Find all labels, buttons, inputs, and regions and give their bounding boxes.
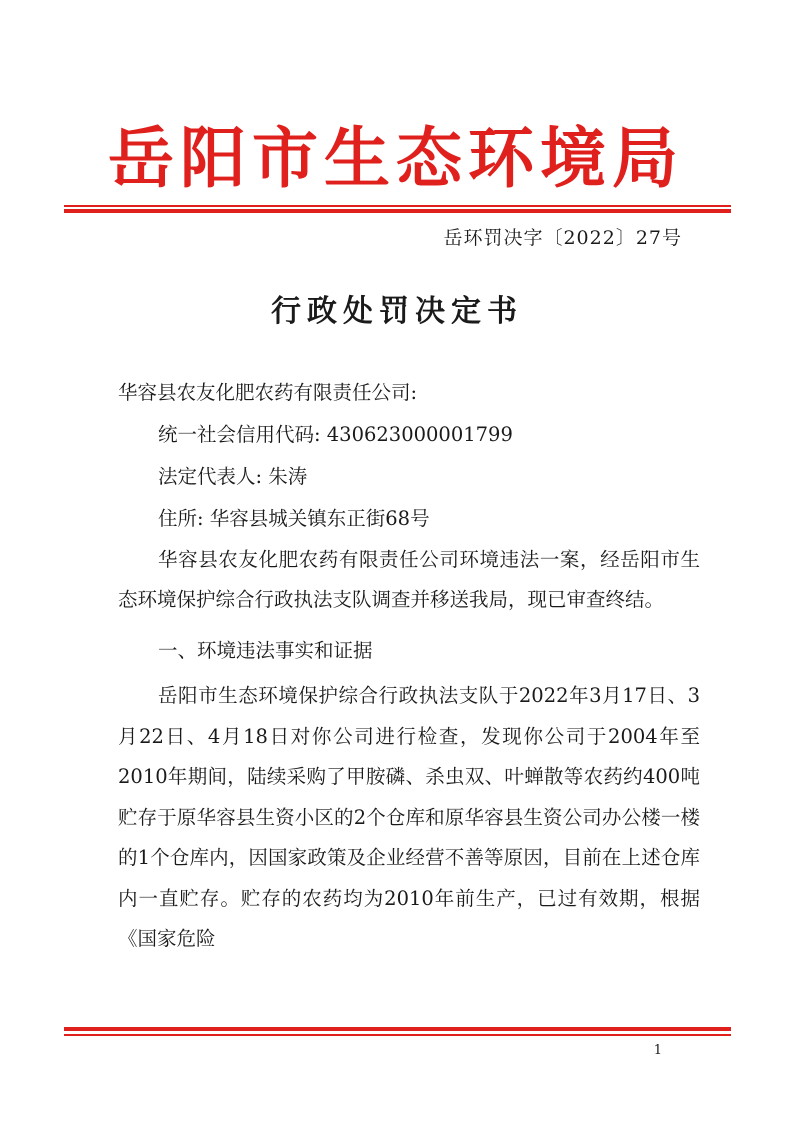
masthead-rule-thin [64,205,731,207]
recipient-line: 华容县农友化肥农药有限责任公司: [118,381,418,404]
document-number: 岳环罚决字〔2022〕27号 [443,227,682,249]
footer-rule-thick [64,1027,731,1031]
document-body [118,372,700,960]
address-line: 住所: 华容县城关镇东正街68号 [158,507,430,530]
credit-code-line: 统一社会信用代码: 430623000001799 [158,423,513,446]
footer-rule-thin [64,1034,731,1036]
masthead-rule-thick [64,209,731,213]
intro-paragraph: 华容县农友化肥农药有限责任公司环境违法一案，经岳阳市生态环境保护综合行政执法支队调查并移送我局，现已审查终结。 [118,548,700,611]
document-title: 行政处罚决定书 [271,294,523,329]
facts-paragraph: 岳阳市生态环境保护综合行政执法支队于2022年3月17日、3月22日、4月18日对你公司进行检查，发现你公司于2004年至2010年期间，陆续采购了甲胺磷、杀虫双、叶蝉散等农药约400吨贮存于原华容县生资小区的2个仓库和原华容县生资公司办公楼一楼的1个仓库内，因国家政策及企业经营不善等原因，目前在上述仓库内一直贮存。贮存的农药均为2010年前生产，已过有效期，根据《国家危险 [118,684,700,950]
masthead-title: 岳阳市生态环境局 [108,119,684,197]
page-number: 1 [653,1043,662,1058]
legal-representative-line: 法定代表人: 朱涛 [158,465,308,488]
section-heading: 一、环境违法事实和证据 [158,639,373,662]
